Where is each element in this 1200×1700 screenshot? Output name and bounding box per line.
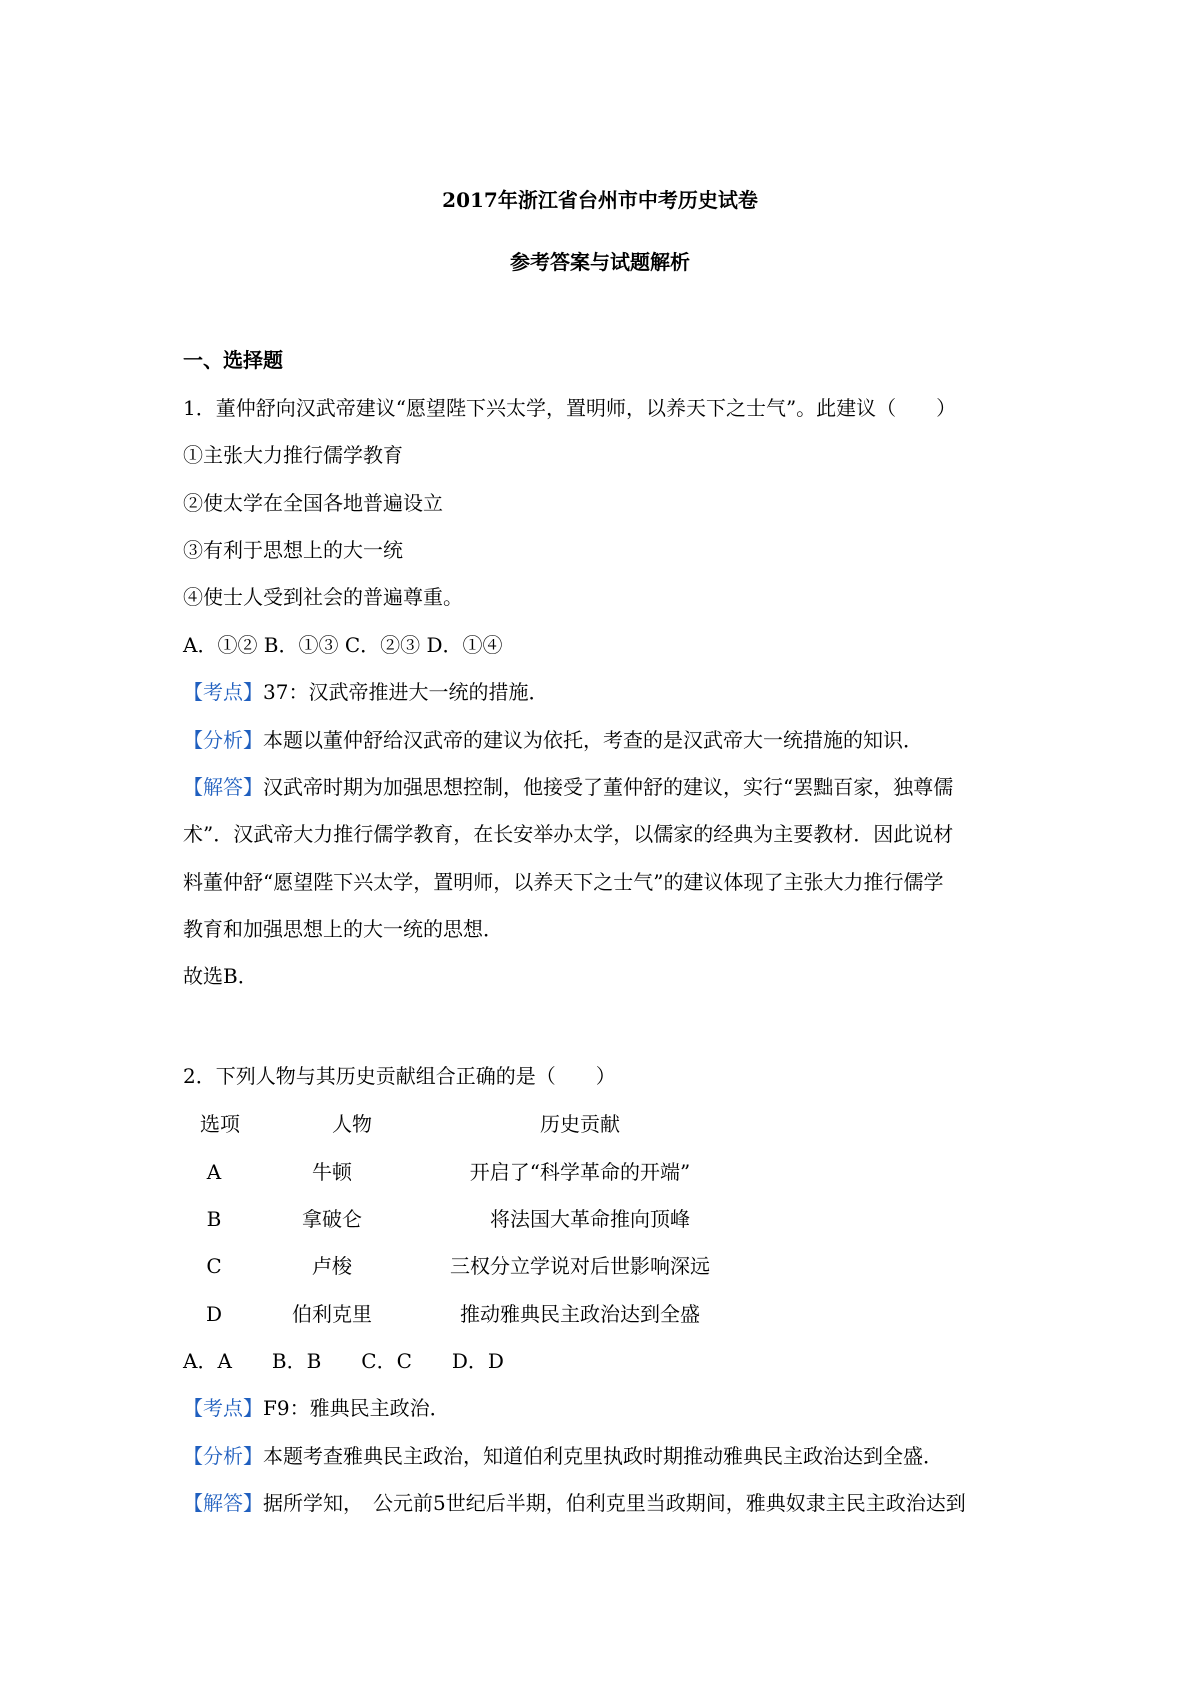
table-cell: 伯利克里 — [292, 1302, 372, 1326]
q1-stem: 1．董仲舒向汉武帝建议“愿望陛下兴太学，置明师，以养天下之士气”。此建议（ ） — [183, 396, 957, 420]
table-cell: 将法国大革命推向顶峰 — [490, 1207, 690, 1231]
table-cell: 推动雅典民主政治达到全盛 — [460, 1302, 700, 1326]
fenxi-tag: 【分析】 — [183, 1444, 263, 1468]
q2-jieda — [183, 1489, 1043, 1517]
q1-item: ①主张大力推行儒学教育 — [183, 443, 403, 467]
fenxi-text: 本题以董仲舒给汉武帝的建议为依托，考查的是汉武帝大一统措施的知识． — [263, 728, 923, 752]
table-cell: D — [205, 1302, 223, 1326]
table-cell: B — [206, 1207, 222, 1231]
header-cell-option: 选项 — [200, 1112, 240, 1136]
q2-options: A．A B．B C．C D．D — [183, 1349, 504, 1373]
kaodian-tag: 【考点】 — [183, 1396, 263, 1420]
q1-kaodian — [183, 678, 1043, 706]
kaodian-tag: 【考点】 — [183, 680, 263, 704]
kaodian-text: 37：汉武帝推进大一统的措施． — [263, 680, 549, 704]
q1-jieda-line: 教育和加强思想上的大一统的思想． — [183, 917, 503, 941]
table-cell: 三权分立学说对后世影响深远 — [450, 1254, 710, 1278]
q1-item: ③有利于思想上的大一统 — [183, 538, 403, 562]
table-cell: 开启了“科学革命的开端” — [469, 1160, 691, 1184]
table-cell: A — [206, 1160, 222, 1184]
jieda-text: 据所学知， 公元前5世纪后半期，伯利克里当政期间，雅典奴隶主民主政治达到 — [263, 1491, 966, 1515]
q1-options: A．①② B．①③ C．②③ D．①④ — [183, 633, 503, 657]
header-cell-contribution: 历史贡献 — [540, 1112, 620, 1136]
jieda-tag: 【解答】 — [183, 1491, 263, 1515]
section-heading: 一、选择题 — [183, 348, 283, 372]
page-subtitle: 参考答案与试题解析 — [510, 250, 690, 274]
q1-jieda — [183, 773, 1043, 801]
jieda-text: 汉武帝时期为加强思想控制，他接受了董仲舒的建议，实行“罢黜百家，独尊儒 — [263, 775, 954, 799]
jieda-tag: 【解答】 — [183, 775, 263, 799]
header-cell-person: 人物 — [332, 1112, 372, 1136]
q1-item: ②使太学在全国各地普遍设立 — [183, 491, 443, 515]
q1-answer: 故选B． — [183, 964, 258, 988]
fenxi-text: 本题考查雅典民主政治，知道伯利克里执政时期推动雅典民主政治达到全盛． — [263, 1444, 943, 1468]
q1-jieda-line: 术”．汉武帝大力推行儒学教育，在长安举办太学，以儒家的经典为主要教材．因此说材 — [183, 822, 954, 846]
q1-jieda-line: 料董仲舒“愿望陛下兴太学，置明师，以养天下之士气”的建议体现了主张大力推行儒学 — [183, 870, 944, 894]
page-title: 2017年浙江省台州市中考历史试卷 — [442, 188, 758, 212]
fenxi-tag: 【分析】 — [183, 728, 263, 752]
q1-item: ④使士人受到社会的普遍尊重。 — [183, 585, 463, 609]
table-cell: C — [206, 1254, 222, 1278]
kaodian-text: F9：雅典民主政治． — [263, 1396, 450, 1420]
q2-fenxi — [183, 1442, 1043, 1470]
table-cell: 牛顿 — [312, 1160, 352, 1184]
table-cell: 拿破仑 — [302, 1207, 362, 1231]
table-cell: 卢梭 — [312, 1254, 352, 1278]
q2-kaodian — [183, 1394, 1043, 1422]
q1-fenxi — [183, 726, 1043, 754]
q2-stem: 2．下列人物与其历史贡献组合正确的是（ ） — [183, 1064, 616, 1088]
